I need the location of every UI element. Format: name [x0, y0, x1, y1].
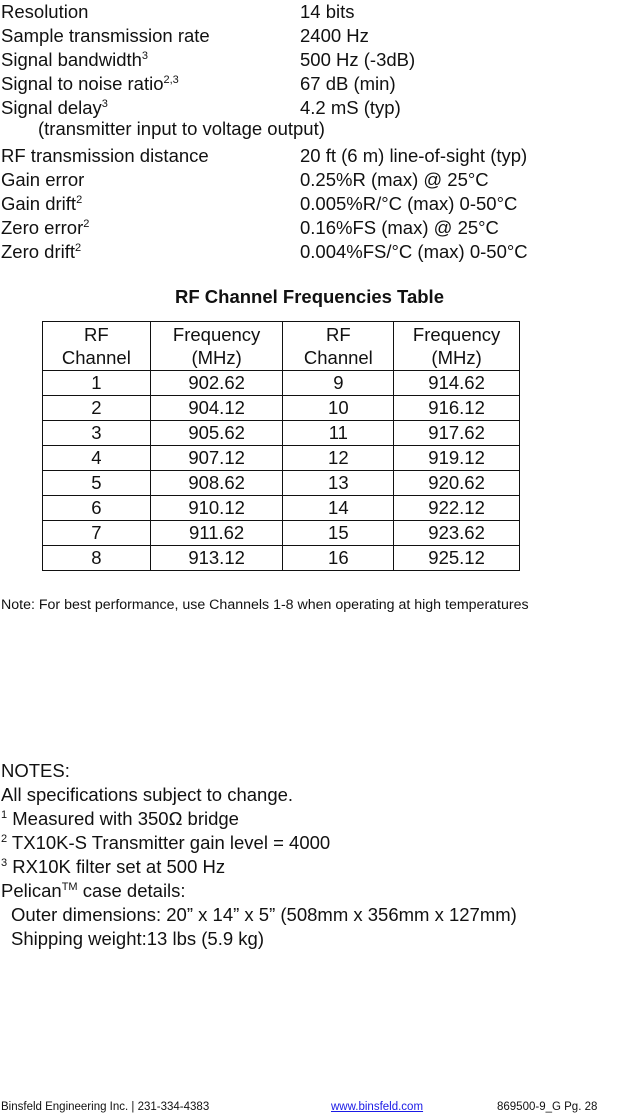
website-link[interactable]: www.binsfeld.com	[331, 1101, 424, 1113]
table-cell: 914.62	[394, 371, 520, 396]
spec-label: Resolution	[1, 1, 89, 22]
spec-value: 0.005%R/°C (max) 0-50°C	[300, 193, 518, 214]
spec-row-sample-rate	[0, 24, 619, 48]
spec-value: 67 dB (min)	[300, 73, 396, 94]
table-cell: 5	[43, 471, 151, 496]
spec-label: Signal to noise ratio$^{2,3}$	[1, 73, 179, 94]
spec-row-zero-error	[0, 216, 619, 240]
table-row	[43, 496, 520, 521]
footnote-3: $^3$ RX10K filter set at 500 Hz	[1, 856, 226, 877]
column-header: Frequency (MHz)	[394, 322, 520, 371]
spec-label: Zero drift$^2$	[1, 241, 82, 262]
table-cell: 919.12	[394, 446, 520, 471]
table-cell: 907.12	[150, 446, 283, 471]
table-cell: 4	[43, 446, 151, 471]
spec-value: 0.004%FS/°C (max) 0-50°C	[300, 241, 528, 262]
table-cell: 916.12	[394, 396, 520, 421]
spec-row-bandwidth	[0, 48, 619, 72]
footnote-2: $^2$ TX10K-S Transmitter gain level = 4000	[1, 832, 331, 853]
notes-section	[1, 759, 517, 951]
spec-row-zero-drift	[0, 240, 619, 264]
spec-label: Gain error	[1, 169, 85, 190]
table-cell: 12	[283, 446, 394, 471]
column-header: RF Channel	[43, 322, 151, 371]
spec-label: Signal bandwidth$^3$	[1, 49, 149, 70]
pelican-case-line: Pelican™ case details:	[1, 880, 186, 901]
high-temperature-note: Note: For best performance, use Channels 1-8 when operating at high temperatures	[1, 597, 529, 613]
table-cell: 911.62	[150, 521, 283, 546]
table-row	[43, 396, 520, 421]
notes-heading: NOTES:	[1, 760, 70, 781]
spec-value: 500 Hz (-3dB)	[300, 49, 416, 70]
table-cell: 10	[283, 396, 394, 421]
rf-frequency-table	[42, 321, 520, 571]
spec-row-snr	[0, 72, 619, 96]
table-cell: 16	[283, 546, 394, 571]
column-header: RF Channel	[283, 322, 394, 371]
spec-label: Sample transmission rate	[1, 25, 210, 46]
shipping-weight: Shipping weight:13 lbs (5.9 kg)	[11, 928, 264, 949]
footer-company: Binsfeld Engineering Inc. | 231-334-4383	[1, 1101, 210, 1113]
column-header: Frequency (MHz)	[150, 322, 283, 371]
table-cell: 11	[283, 421, 394, 446]
signal-delay-note: (transmitter input to voltage output)	[38, 118, 325, 139]
table-cell: 13	[283, 471, 394, 496]
table-title: RF Channel Frequencies Table	[175, 286, 444, 307]
spec-value: 20 ft (6 m) line-of-sight (typ)	[300, 145, 528, 166]
spec-value: 2400 Hz	[300, 25, 369, 46]
spec-label: RF transmission distance	[1, 145, 209, 166]
spec-row-gain-error	[0, 168, 619, 192]
table-row	[43, 446, 520, 471]
spec-row-resolution	[0, 0, 619, 24]
table-row	[43, 521, 520, 546]
spec-value: 0.25%R (max) @ 25°C	[300, 169, 489, 190]
table-cell: 904.12	[150, 396, 283, 421]
outer-dimensions: Outer dimensions: 20” x 14” x 5” (508mm x 356mm x 127mm)	[11, 904, 517, 925]
table-row	[43, 471, 520, 496]
table-cell: 908.62	[150, 471, 283, 496]
table-cell: 913.12	[150, 546, 283, 571]
spec-value: 4.2 mS (typ)	[300, 97, 401, 118]
table-cell: 8	[43, 546, 151, 571]
table-cell: 9	[283, 371, 394, 396]
footnote-1: $^1$ Measured with 350Ω bridge	[1, 808, 239, 829]
table-cell: 1	[43, 371, 151, 396]
table-cell: 902.62	[150, 371, 283, 396]
spec-value: 0.16%FS (max) @ 25°C	[300, 217, 499, 238]
table-cell: 910.12	[150, 496, 283, 521]
spec-row-rf-distance	[0, 144, 619, 168]
table-header-row	[43, 322, 520, 371]
spec-value: 14 bits	[300, 1, 355, 22]
spec-label: Gain drift$^2$	[1, 193, 83, 214]
spec-row-gain-drift	[0, 192, 619, 216]
table-cell: 2	[43, 396, 151, 421]
table-cell: 905.62	[150, 421, 283, 446]
table-cell: 925.12	[394, 546, 520, 571]
notes-change-line: All specifications subject to change.	[1, 784, 294, 805]
table-cell: 6	[43, 496, 151, 521]
table-row	[43, 421, 520, 446]
table-cell: 15	[283, 521, 394, 546]
footer-doc-page: 869500-9_G Pg. 28	[497, 1101, 598, 1113]
table-cell: 923.62	[394, 521, 520, 546]
spec-label: Zero error$^2$	[1, 217, 90, 238]
table-cell: 917.62	[394, 421, 520, 446]
spec-label: Signal delay$^3$	[1, 97, 108, 118]
table-row	[43, 371, 520, 396]
table-cell: 7	[43, 521, 151, 546]
table-cell: 3	[43, 421, 151, 446]
table-cell: 14	[283, 496, 394, 521]
table-cell: 920.62	[394, 471, 520, 496]
table-row	[43, 546, 520, 571]
table-cell: 922.12	[394, 496, 520, 521]
